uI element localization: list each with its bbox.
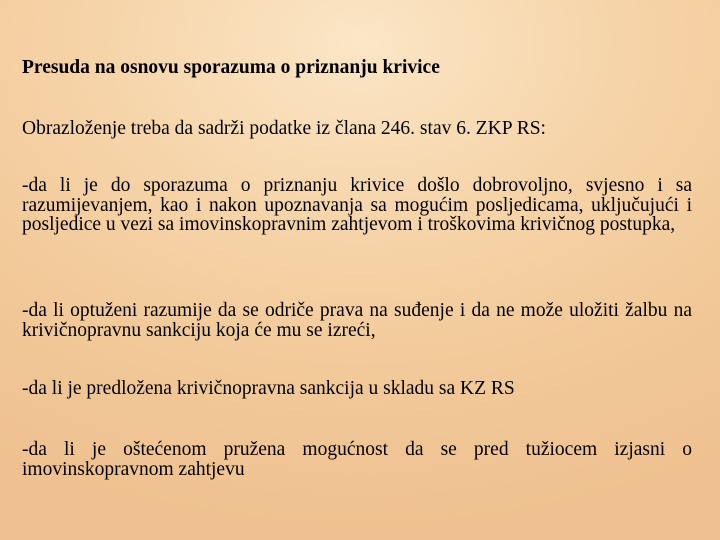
intro-text: Obrazloženje treba da sadrži podatke iz člana 246. stav 6. ZKP RS: [22,118,546,139]
list-item: -da li je predložena krivičnopravna sankcija u skladu sa KZ RS [22,378,515,399]
list-item: -da li je oštećenom pružena mogućnost da se pred tužiocem izjasni o imovinskopravnom zahtjevu [22,439,692,480]
list-item: -da li optuženi razumije da se odriče prava na suđenje i da ne može uložiti žalbu na krivičnopravnu sankciju koja će mu se izreći, [22,300,692,341]
slide-title: Presuda na osnovu sporazuma o priznanju krivice [22,57,440,78]
list-item: -da li je do sporazuma o priznanju krivice došlo dobrovoljno, svjesno i sa razumijevanjem, kao i nakon upoznavanja sa mogućim posljedicama, uključujući i posljedice u vezi sa imovinskopravnim zahtjevom i troškovima krivičnog postupka, [22,175,692,235]
